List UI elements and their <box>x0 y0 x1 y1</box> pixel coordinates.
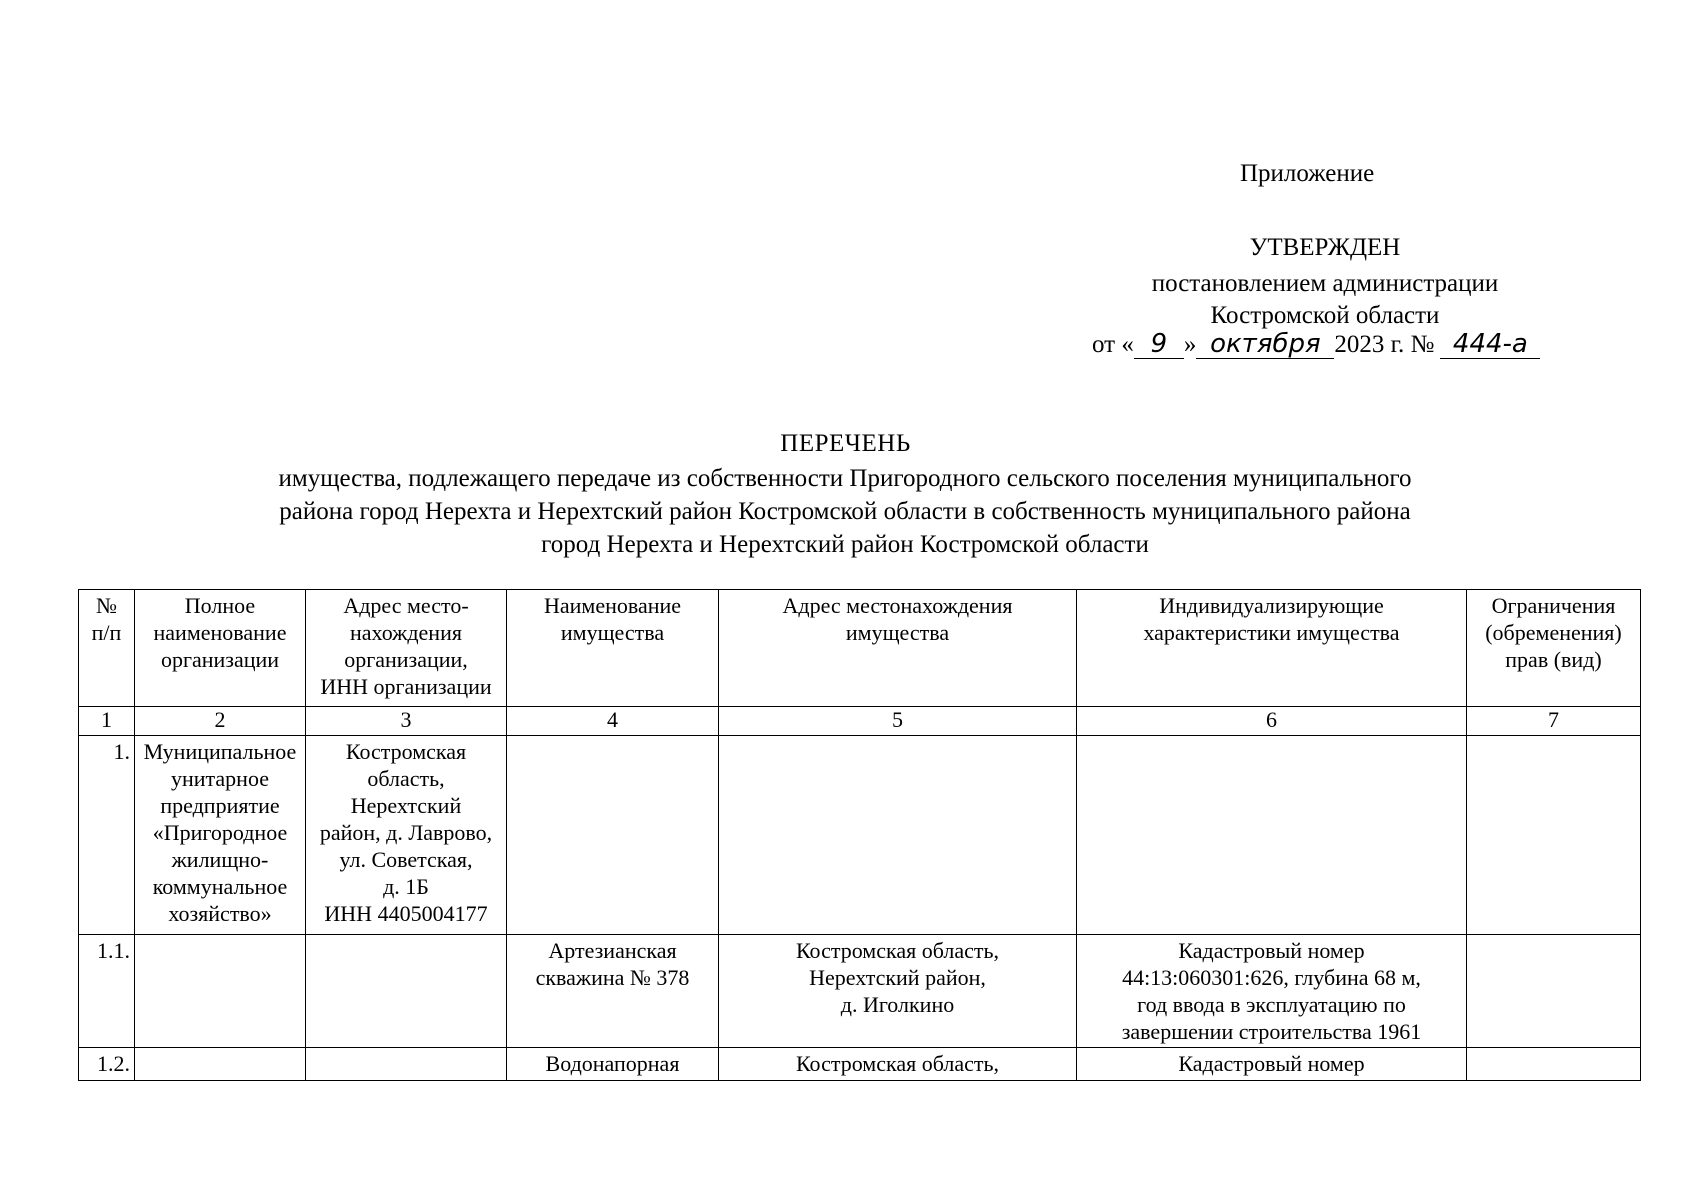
cell-text-line: Костромская область, <box>795 938 1000 963</box>
org-name-cell <box>135 935 306 1048</box>
cell-text-line: Муниципальное <box>143 739 297 764</box>
appendix-label: Приложение <box>1240 160 1375 187</box>
decree-date-line <box>1092 330 1540 359</box>
table-row <box>79 1048 1641 1081</box>
row-number-cell <box>79 935 135 1048</box>
row-number-cell <box>79 736 135 935</box>
cell-text-line: Костромская <box>345 739 467 764</box>
cell-text-line: (обременения) <box>1485 620 1622 645</box>
cell-text-line: имущества <box>845 620 950 645</box>
property-address-cell <box>719 935 1077 1048</box>
property-address-cell <box>719 1048 1077 1081</box>
table-header-cell <box>79 590 135 707</box>
cell-text-line: д. Иголкино <box>840 992 955 1017</box>
cell-text-line: жилищно- <box>171 847 269 872</box>
cell-text-line: Кадастровый номер <box>1178 1051 1365 1076</box>
characteristics-cell <box>1077 736 1467 935</box>
column-number-cell <box>719 707 1077 736</box>
property-name-cell <box>507 736 719 935</box>
cell-text-line: Адрес местонахождения <box>782 593 1013 618</box>
cell-text-line: наименование <box>153 620 287 645</box>
org-address-cell <box>306 1048 507 1081</box>
cell-text-line: Полное <box>184 593 256 618</box>
cell-text-line: 1.1. <box>97 938 130 963</box>
cell-text-line: Адрес место- <box>343 593 469 618</box>
org-name-cell <box>135 1048 306 1081</box>
cell-text-line: Костромская область, <box>795 1051 1000 1076</box>
cell-text-line: Кадастровый номер <box>1178 938 1365 963</box>
cell-text-line: район, д. Лаврово, <box>319 820 493 845</box>
approved-region-line: Костромской области <box>1210 302 1440 329</box>
date-prefix: от « <box>1092 331 1134 358</box>
cell-text-line: Индивидуализирующие <box>1159 593 1384 618</box>
cell-text-line: характеристики имущества <box>1143 620 1400 645</box>
cell-text-line: Артезианская <box>548 938 677 963</box>
cell-text-line: п/п <box>91 620 122 645</box>
handwritten-month: октября <box>1196 330 1334 359</box>
cell-text-line: 44:13:060301:626, глубина 68 м, <box>1122 965 1421 990</box>
cell-text-line: ул. Советская, <box>339 847 473 872</box>
cell-text-line: № <box>96 593 117 618</box>
column-number-cell <box>1467 707 1641 736</box>
table-header-cell <box>507 590 719 707</box>
cell-text-line: Наименование <box>543 593 682 618</box>
cell-text-line: 3 <box>400 707 412 732</box>
table-header-row <box>79 590 1641 707</box>
column-number-cell <box>79 707 135 736</box>
table-header-cell <box>306 590 507 707</box>
cell-text-line: скважина № 378 <box>535 965 690 990</box>
row-number-cell <box>79 1048 135 1081</box>
cell-text-line: ИНН организации <box>320 674 492 699</box>
cell-text-line: организации <box>160 647 280 672</box>
cell-text-line: область, <box>367 766 445 791</box>
handwritten-doc-number: 444-а <box>1440 330 1540 359</box>
cell-text-line: 6 <box>1266 707 1277 732</box>
property-name-cell <box>507 1048 719 1081</box>
cell-text-line: унитарное <box>170 766 269 791</box>
table-row <box>79 736 1641 935</box>
cell-text-line: 1. <box>113 739 130 764</box>
property-table <box>78 589 1641 1081</box>
table-header-cell <box>1077 590 1467 707</box>
column-number-cell <box>507 707 719 736</box>
date-year: 2023 г. № <box>1334 331 1435 358</box>
characteristics-cell <box>1077 935 1467 1048</box>
restrictions-cell <box>1467 1048 1641 1081</box>
cell-text-line: коммунальное <box>152 874 288 899</box>
cell-text-line: хозяйство» <box>168 901 272 926</box>
restrictions-cell <box>1467 736 1641 935</box>
document-title: ПЕРЕЧЕНЬ <box>780 430 911 457</box>
cell-text-line: 7 <box>1548 707 1559 732</box>
cell-text-line: Ограничения <box>1491 593 1616 618</box>
cell-text-line: 1 <box>101 707 112 732</box>
cell-text-line: Нерехтский район, <box>809 965 986 990</box>
table-header-cell <box>1467 590 1641 707</box>
table-row <box>79 935 1641 1048</box>
cell-text-line: имущества <box>560 620 665 645</box>
column-number-cell <box>135 707 306 736</box>
cell-text-line: нахождения <box>350 620 462 645</box>
handwritten-day: 9 <box>1134 330 1184 359</box>
approved-title: УТВЕРЖДЕН <box>1249 234 1401 261</box>
cell-text-line: «Пригородное <box>152 820 288 845</box>
table-header-cell <box>135 590 306 707</box>
subtitle-line-2: района город Нерехта и Нерехтский район Костромской области в собственность муниципального района <box>279 498 1411 525</box>
cell-text-line: 2 <box>214 707 226 732</box>
characteristics-cell <box>1077 1048 1467 1081</box>
date-mid: » <box>1183 331 1197 358</box>
cell-text-line: прав (вид) <box>1505 647 1602 672</box>
org-address-cell <box>306 736 507 935</box>
table-header-cell <box>719 590 1077 707</box>
subtitle-line-1: имущества, подлежащего передаче из собственности Пригородного сельского поселения муниципального <box>278 465 1412 492</box>
cell-text-line: ИНН 4405004177 <box>324 901 488 926</box>
cell-text-line: 5 <box>892 707 903 732</box>
subtitle-line-3: город Нерехта и Нерехтский район Костромской области <box>541 531 1149 558</box>
column-number-cell <box>306 707 507 736</box>
cell-text-line: д. 1Б <box>383 874 429 899</box>
cell-text-line: предприятие <box>160 793 280 818</box>
property-name-cell <box>507 935 719 1048</box>
column-number-cell <box>1077 707 1467 736</box>
cell-text-line: завершении строительства 1961 <box>1121 1019 1422 1044</box>
org-address-cell <box>306 935 507 1048</box>
column-number-row <box>79 707 1641 736</box>
cell-text-line: Нерехтский <box>350 793 462 818</box>
cell-text-line: Водонапорная <box>545 1051 680 1076</box>
restrictions-cell <box>1467 935 1641 1048</box>
cell-text-line: организации, <box>344 647 468 672</box>
cell-text-line: год ввода в эксплуатацию по <box>1137 992 1406 1017</box>
property-address-cell <box>719 736 1077 935</box>
org-name-cell <box>135 736 306 935</box>
cell-text-line: 4 <box>607 707 618 732</box>
document-subtitle <box>200 462 1490 561</box>
cell-text-line: 1.2. <box>97 1051 130 1076</box>
approved-by-line: постановлением администрации <box>1151 270 1499 297</box>
